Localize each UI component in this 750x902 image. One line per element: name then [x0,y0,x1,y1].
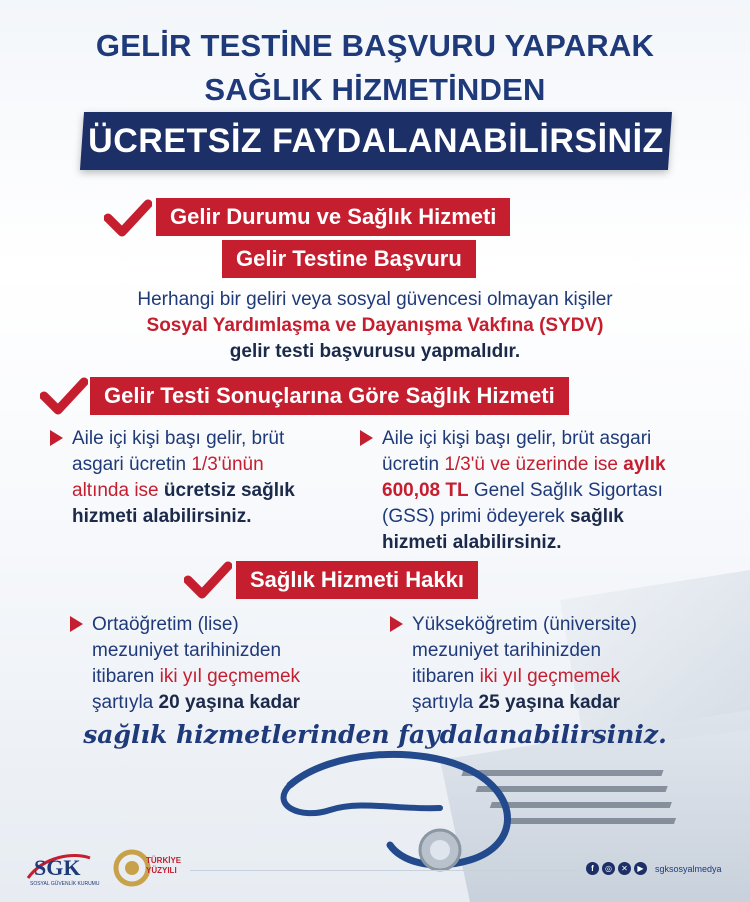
bullet-triangle-icon [390,616,403,632]
bullet-line: Aile içi kişi başı gelir, brüt asgari [382,428,652,449]
bullet-above-threshold [382,426,722,556]
section1-text-line-3 [0,339,750,365]
social-icons [586,862,647,875]
sgk-logo-text: SGK [34,855,81,880]
bullet-line [412,690,712,716]
bullet-line: hizmeti alabilirsiniz. [382,532,562,553]
sgk-logo-subtitle: SOSYAL GÜVENLİK KURUMU [30,881,100,887]
turkiye-yuzyili-line-1: TÜRKİYE [146,856,182,865]
bullet-text: asgari ücretin [72,454,192,475]
bullet-text-highlight: altında ise [72,480,164,501]
bullet-line: Aile içi kişi başı gelir, brüt [72,428,285,449]
section-banner-health-right: Sağlık Hizmeti Hakkı [236,561,478,599]
bullet-text-highlight: iki yıl geçmemek [479,666,621,687]
bullet-secondary-school [92,612,362,716]
bullet-triangle-icon [360,430,373,446]
bullet-higher-education [412,612,712,716]
section-banner-income-health: Gelir Durumu ve Sağlık Hizmeti [156,198,510,236]
sydv-name: Sosyal Yardımlaşma ve Dayanışma Vakfına (SYDV) [146,315,604,336]
bullet-text-bold: ücretsiz sağlık [163,480,295,501]
bullet-text: Genel Sağlık Sigortası [468,480,663,501]
bullet-text: (GSS) primi ödeyerek [382,506,570,527]
section1-text-line-1-content: Herhangi bir geliri veya sosyal güvencesi olmayan kişiler [137,289,613,310]
bullet-line: mezuniyet tarihinizden [412,640,602,661]
headline-line-1: GELİR TESTİNE BAŞVURU YAPARAK [95,28,655,63]
section1-text-line-1 [0,287,750,313]
section1-text-line-2 [0,313,750,339]
age-limit: 20 yaşına kadar [158,692,301,713]
turkiye-yuzyili-text [146,856,196,876]
bullet-text: ücretin [382,454,445,475]
bullet-line: mezuniyet tarihinizden [92,640,282,661]
social-handle[interactable]: sgksosyalmedya [655,864,722,874]
bullet-line [72,452,332,478]
bullet-line [92,664,362,690]
bullet-line: Ortaöğretim (lise) [92,614,239,635]
bullet-line [382,504,722,530]
checkmark-icon [184,560,232,600]
checkmark-icon [104,198,152,238]
bullet-text-bold: sağlık [569,506,624,527]
bullet-text: itibaren [92,666,160,687]
section1-text-line-3-content: gelir testi başvurusu yapmalıdır. [229,341,521,362]
bullet-text: şartıyla [92,692,159,713]
youtube-icon[interactable]: ▶ [634,862,647,875]
instagram-icon[interactable]: ◎ [602,862,615,875]
bullet-text-highlight: 1/3'ünün [191,454,264,475]
age-limit: 25 yaşına kadar [478,692,621,713]
footer-divider [190,870,580,871]
bullet-line [92,690,362,716]
x-icon[interactable]: ✕ [618,862,631,875]
bullet-line: hizmeti alabilirsiniz. [72,506,252,527]
bullet-line [72,478,332,504]
headline-line-2: SAĞLIK HİZMETİNDEN [204,72,546,107]
bullet-text-bold-red: aylık [623,454,666,475]
bullet-text: şartıyla [412,692,479,713]
bullet-text: itibaren [412,666,480,687]
checkmark-icon [40,376,88,416]
bullet-line: Yükseköğretim (üniversite) [412,614,637,635]
bullet-line [382,452,722,478]
turkiye-yuzyili-line-2: YÜZYILI [146,866,177,875]
headline-banner: ÜCRETSİZ FAYDALANABİLİRSİNİZ [88,122,664,160]
bullet-text-highlight: 1/3'ü ve üzerinde ise [444,454,624,475]
bullet-line [382,478,722,504]
closing-tagline: sağlık hizmetlerinden faydalanabilirsiniz. [83,720,667,749]
bullet-below-threshold [72,426,332,530]
section-banner-income-test-application: Gelir Testine Başvuru [222,240,476,278]
section-banner-test-results: Gelir Testi Sonuçlarına Göre Sağlık Hizmeti [90,377,569,415]
bullet-text-highlight: iki yıl geçmemek [159,666,301,687]
bullet-line [412,664,712,690]
bullet-triangle-icon [50,430,63,446]
facebook-icon[interactable]: f [586,862,599,875]
bullet-triangle-icon [70,616,83,632]
premium-amount: 600,08 TL [382,480,469,501]
